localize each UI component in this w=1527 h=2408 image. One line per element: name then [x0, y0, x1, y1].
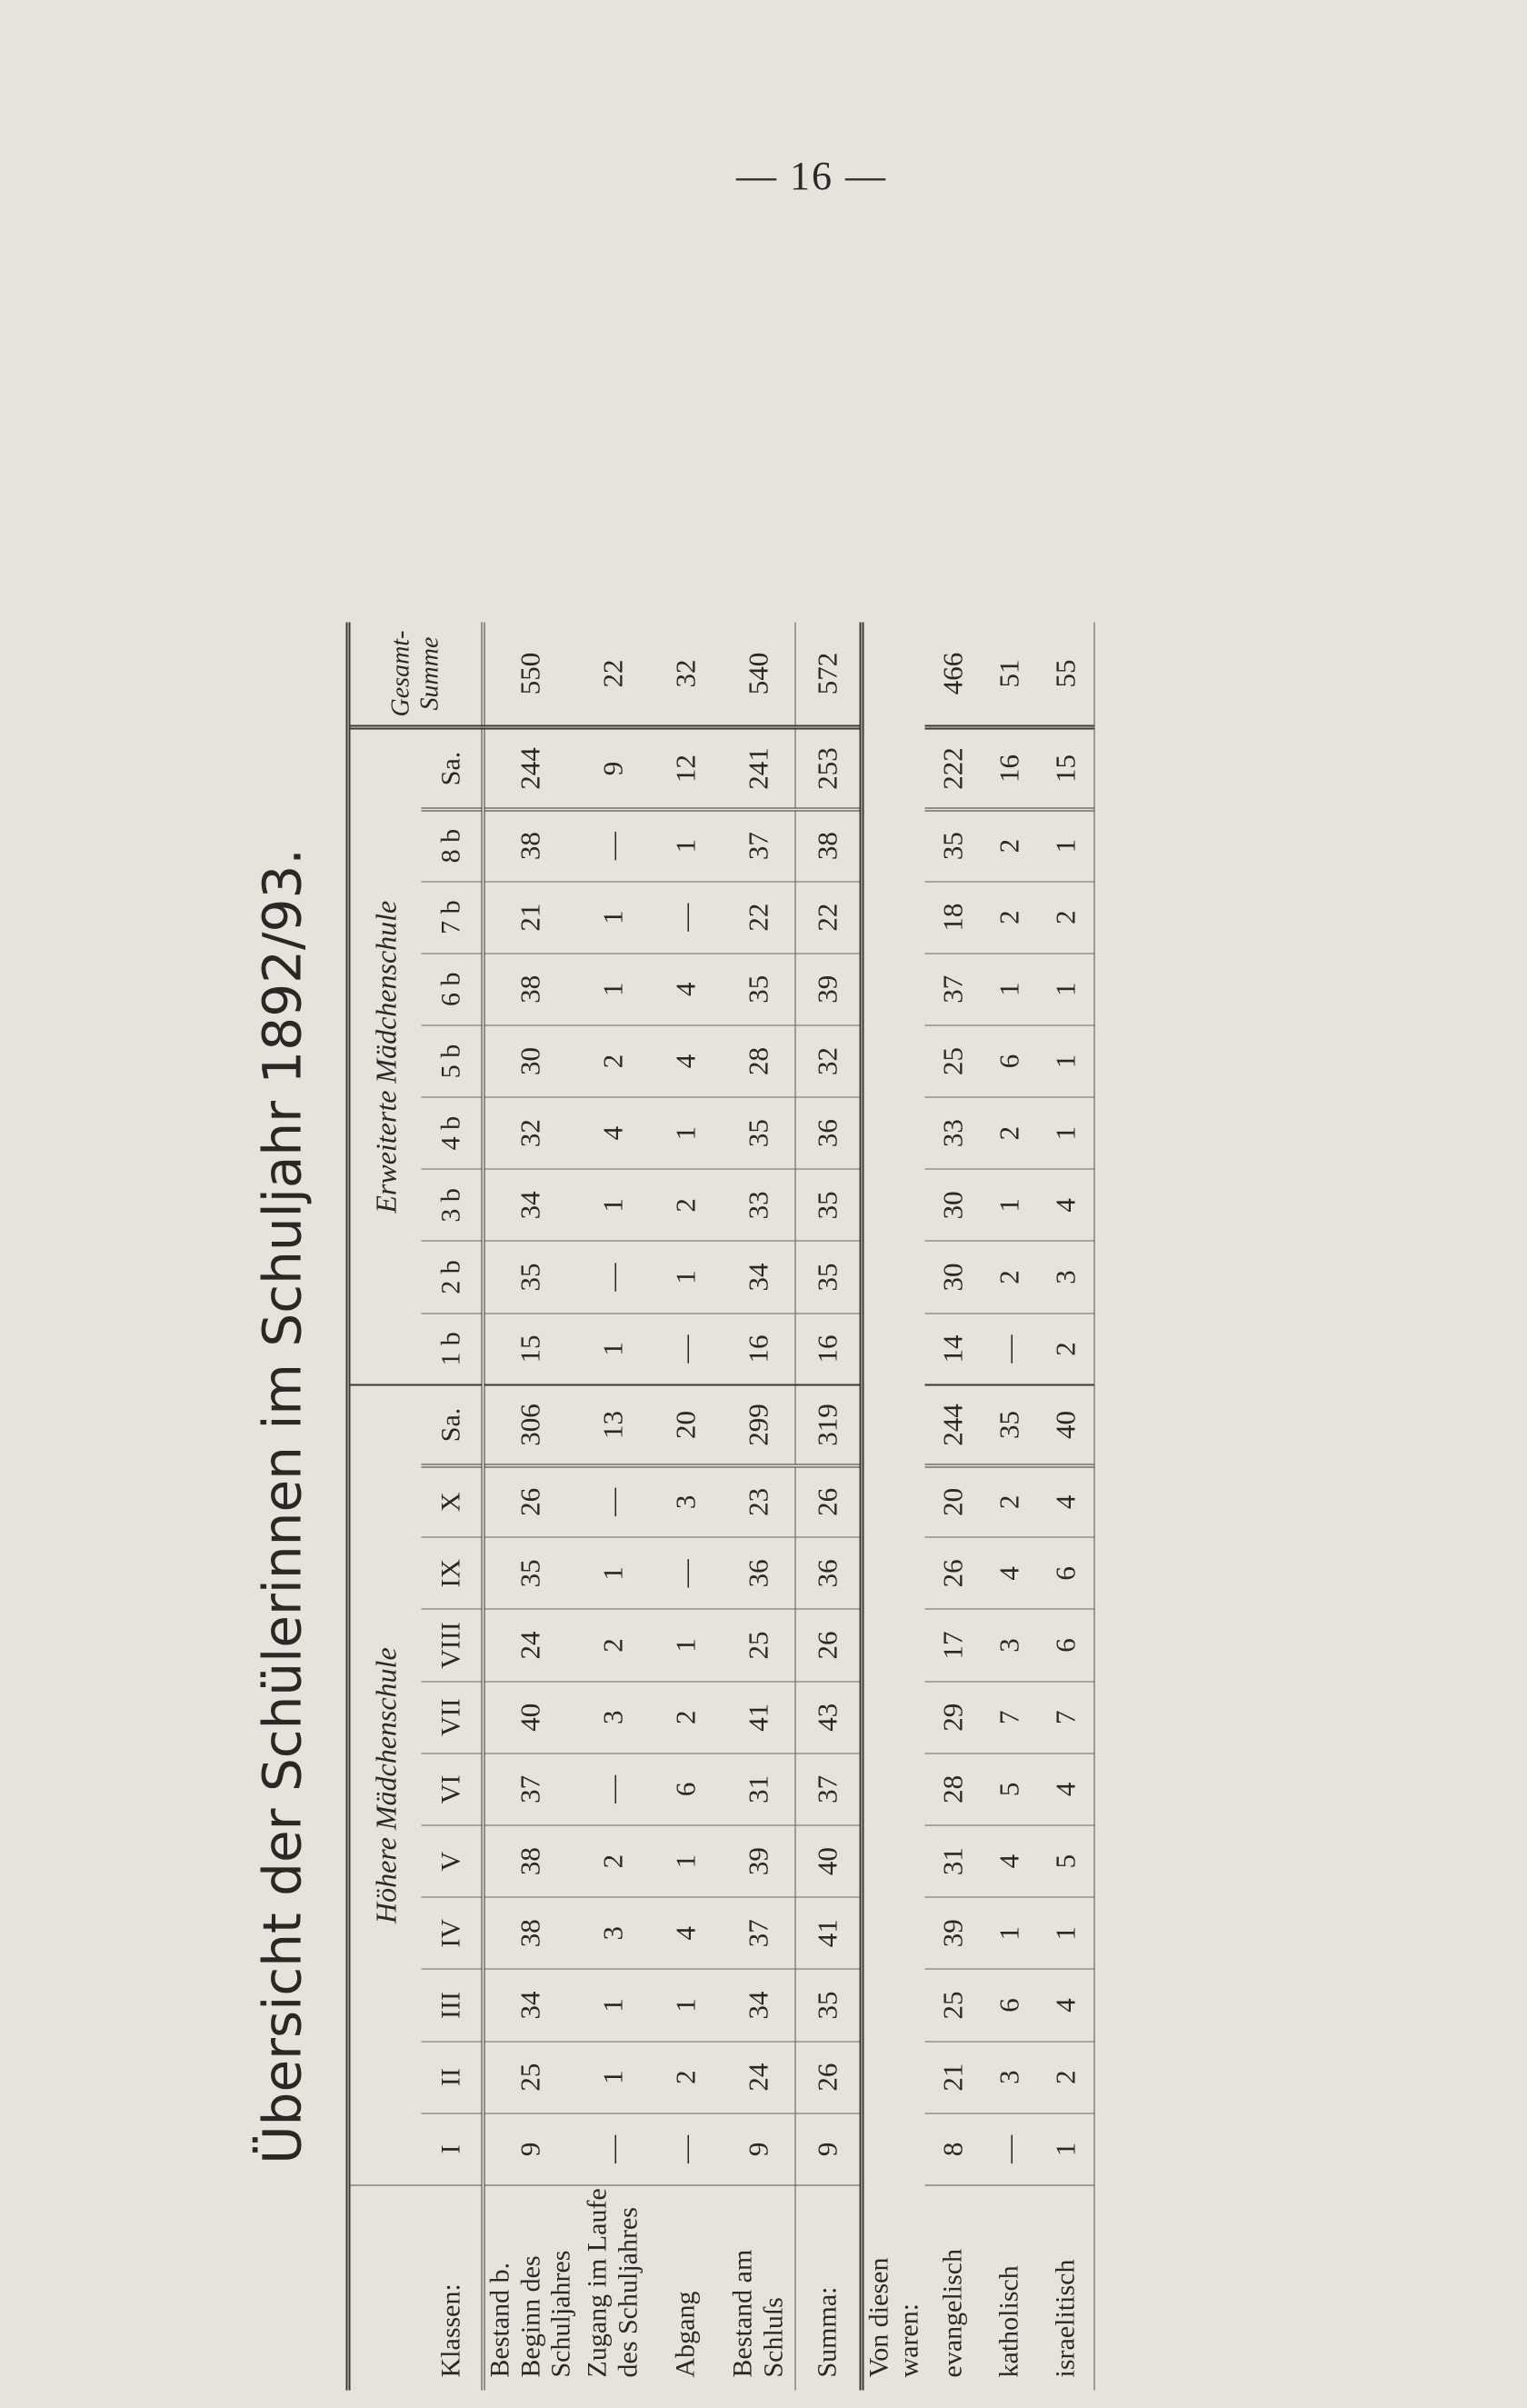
hoehere-cell: 1 [576, 2041, 649, 2113]
total-cell: 540 [722, 622, 795, 727]
hoehere-cell: 4 [1037, 1465, 1093, 1537]
hoehere-cell: 26 [924, 1537, 981, 1609]
page-number: — 16 — [736, 154, 887, 198]
hoehere-cell: 20 [649, 1384, 722, 1464]
hoehere-cell: 29 [924, 1681, 981, 1753]
erweiterte-cell: 1 [1037, 809, 1093, 881]
erweiterte-cell: 2 [981, 1241, 1037, 1313]
erweiterte-cell: 253 [794, 727, 861, 809]
erweiterte-cell: 2 [649, 1169, 722, 1241]
erweiterte-cell: 38 [483, 809, 576, 881]
erweiterte-cell: 16 [981, 727, 1037, 809]
total-cell: 572 [794, 622, 861, 727]
hoehere-cell: 23 [722, 1465, 795, 1537]
hoehere-cell: 244 [924, 1384, 981, 1464]
blank-cell [861, 2041, 924, 2113]
class-header: III [421, 1969, 483, 2041]
erweiterte-cell: 1 [1037, 1024, 1093, 1096]
hoehere-cell: 6 [649, 1753, 722, 1824]
hoehere-cell: 5 [981, 1753, 1037, 1824]
blank-cell [861, 1465, 924, 1537]
hoehere-cell: 37 [483, 1753, 576, 1824]
class-header: 7 b [421, 881, 483, 953]
hoehere-cell: 36 [794, 1537, 861, 1609]
hoehere-cell: 3 [576, 1681, 649, 1753]
hoehere-cell: 26 [483, 1465, 576, 1537]
class-header: X [421, 1465, 483, 1537]
erweiterte-cell: 2 [981, 1097, 1037, 1169]
statistics-table [345, 622, 1094, 2390]
blank-cell [861, 1097, 924, 1169]
row-label: israelitisch [1050, 2259, 1081, 2377]
erweiterte-cell: 1 [576, 1313, 649, 1384]
hoehere-cell: 41 [794, 1897, 861, 1969]
erweiterte-cell: 30 [924, 1169, 981, 1241]
erweiterte-cell: 15 [1037, 727, 1093, 809]
table-row [483, 622, 576, 2390]
hoehere-cell: 26 [794, 2041, 861, 2113]
hoehere-cell: 2 [981, 1465, 1037, 1537]
erweiterte-cell: 22 [722, 881, 795, 953]
hoehere-cell: 41 [722, 1681, 795, 1753]
erweiterte-cell: 35 [483, 1241, 576, 1313]
erweiterte-cell: 4 [649, 953, 722, 1024]
hoehere-cell: 9 [722, 2113, 795, 2184]
erweiterte-cell: 34 [722, 1241, 795, 1313]
hoehere-cell: 1 [576, 1969, 649, 2041]
hoehere-cell: 7 [1037, 1681, 1093, 1753]
row-label: katholisch [993, 2264, 1024, 2377]
confession-row [924, 622, 981, 2390]
erweiterte-cell: — [576, 809, 649, 881]
hoehere-cell: 39 [924, 1897, 981, 1969]
hoehere-cell: 1 [1037, 1897, 1093, 1969]
erweiterte-cell: 36 [794, 1097, 861, 1169]
group-blank [350, 2184, 421, 2390]
table-row [649, 622, 722, 2390]
von-diesen-row [861, 622, 924, 2390]
erweiterte-cell: 1 [649, 809, 722, 881]
class-header: VI [421, 1753, 483, 1824]
klassen-label: Klassen: [421, 2184, 483, 2390]
hoehere-cell: 3 [981, 2041, 1037, 2113]
total-header: Gesamt-Summe [350, 622, 483, 727]
hoehere-cell: 35 [483, 1537, 576, 1609]
rotated-table-block [241, 604, 1286, 2408]
erweiterte-cell: — [576, 1241, 649, 1313]
hoehere-cell: 4 [981, 1537, 1037, 1609]
erweiterte-cell: 1 [649, 1097, 722, 1169]
row-label: Zugang im Laufe des Schuljahres [582, 2187, 643, 2377]
row-label: Bestand am Schluſs [727, 2249, 788, 2377]
erweiterte-cell: 38 [483, 953, 576, 1024]
hoehere-cell: 1 [649, 1609, 722, 1681]
summa-row [794, 622, 861, 2390]
von-diesen-label: Von diesen waren: [863, 2257, 924, 2377]
row-label: Abgang [669, 2291, 700, 2377]
erweiterte-cell: 30 [924, 1241, 981, 1313]
erweiterte-cell: 6 [981, 1024, 1037, 1096]
blank-cell [861, 881, 924, 953]
erweiterte-cell: — [981, 1313, 1037, 1384]
hoehere-cell: 24 [722, 2041, 795, 2113]
hoehere-cell: 6 [1037, 1537, 1093, 1609]
erweiterte-cell: 25 [924, 1024, 981, 1096]
erweiterte-cell: — [649, 881, 722, 953]
blank-cell [861, 1537, 924, 1609]
erweiterte-cell: — [649, 1313, 722, 1384]
blank-cell [861, 1681, 924, 1753]
class-header: 1 b [421, 1313, 483, 1384]
class-header: IX [421, 1537, 483, 1609]
hoehere-cell: 25 [722, 1609, 795, 1681]
hoehere-cell: 38 [483, 1825, 576, 1897]
hoehere-cell: 36 [722, 1537, 795, 1609]
row-label: evangelisch [937, 2248, 968, 2377]
hoehere-cell: 35 [981, 1384, 1037, 1464]
blank-cell [861, 2113, 924, 2184]
hoehere-cell: 2 [1037, 2041, 1093, 2113]
hoehere-cell: 6 [1037, 1609, 1093, 1681]
class-header: Sa. [421, 1384, 483, 1464]
erweiterte-cell: 1 [981, 1169, 1037, 1241]
erweiterte-cell: 2 [981, 881, 1037, 953]
blank-cell [861, 727, 924, 809]
hoehere-cell: 7 [981, 1681, 1037, 1753]
row-label: Summa: [794, 2184, 861, 2390]
class-header: VII [421, 1681, 483, 1753]
class-header: I [421, 2113, 483, 2184]
total-cell: 32 [649, 622, 722, 727]
hoehere-cell: 34 [722, 1969, 795, 2041]
erweiterte-cell: 22 [794, 881, 861, 953]
hoehere-cell: 5 [1037, 1825, 1093, 1897]
hoehere-cell: — [649, 2113, 722, 2184]
class-header: IV [421, 1897, 483, 1969]
hoehere-cell: 6 [981, 1969, 1037, 2041]
hoehere-cell: 26 [794, 1465, 861, 1537]
class-header: VIII [421, 1609, 483, 1681]
class-header: 2 b [421, 1241, 483, 1313]
blank-cell [861, 1969, 924, 2041]
erweiterte-cell: 35 [924, 809, 981, 881]
class-header: 4 b [421, 1097, 483, 1169]
erweiterte-cell: 1 [576, 881, 649, 953]
hoehere-cell: 1 [649, 1969, 722, 2041]
class-header: II [421, 2041, 483, 2113]
erweiterte-cell: 2 [1037, 1313, 1093, 1384]
erweiterte-cell: 37 [722, 809, 795, 881]
erweiterte-cell: 3 [1037, 1241, 1093, 1313]
total-cell: 550 [483, 622, 576, 727]
total-cell: 51 [981, 622, 1037, 727]
erweiterte-cell: 30 [483, 1024, 576, 1096]
erweiterte-cell: 39 [794, 953, 861, 1024]
erweiterte-cell: 33 [722, 1169, 795, 1241]
hoehere-cell: 39 [722, 1825, 795, 1897]
blank-cell [861, 1024, 924, 1096]
erweiterte-cell: 32 [483, 1097, 576, 1169]
hoehere-cell: — [649, 1537, 722, 1609]
erweiterte-cell: 37 [924, 953, 981, 1024]
hoehere-cell: 9 [794, 2113, 861, 2184]
hoehere-cell: 24 [483, 1609, 576, 1681]
hoehere-cell: 1 [576, 1537, 649, 1609]
hoehere-cell: 40 [483, 1681, 576, 1753]
erweiterte-cell: 2 [981, 809, 1037, 881]
hoehere-cell: 3 [981, 1609, 1037, 1681]
hoehere-cell: 9 [483, 2113, 576, 2184]
erweiterte-cell: 12 [649, 727, 722, 809]
erweiterte-cell: 4 [1037, 1169, 1093, 1241]
erweiterte-cell: 1 [576, 953, 649, 1024]
group-hoehere: Höhere Mädchenschule [350, 1384, 421, 2184]
class-header: Sa. [421, 727, 483, 809]
hoehere-cell: 319 [794, 1384, 861, 1464]
blank-cell [861, 1825, 924, 1897]
erweiterte-cell: 33 [924, 1097, 981, 1169]
hoehere-cell: 13 [576, 1384, 649, 1464]
blank-cell [861, 1241, 924, 1313]
erweiterte-cell: 16 [794, 1313, 861, 1384]
hoehere-cell: — [981, 2113, 1037, 2184]
hoehere-cell: — [576, 1465, 649, 1537]
erweiterte-cell: 1 [576, 1169, 649, 1241]
class-header: 3 b [421, 1169, 483, 1241]
erweiterte-cell: 2 [1037, 881, 1093, 953]
hoehere-cell: 2 [649, 1681, 722, 1753]
erweiterte-cell: 34 [483, 1169, 576, 1241]
hoehere-cell: 25 [483, 2041, 576, 2113]
hoehere-cell: 31 [924, 1825, 981, 1897]
hoehere-cell: 20 [924, 1465, 981, 1537]
hoehere-cell: 21 [924, 2041, 981, 2113]
erweiterte-cell: 35 [722, 1097, 795, 1169]
blank-cell [861, 1384, 924, 1464]
erweiterte-cell: 222 [924, 727, 981, 809]
hoehere-cell: 34 [483, 1969, 576, 2041]
hoehere-cell: 299 [722, 1384, 795, 1464]
column-header-row [421, 622, 483, 2390]
hoehere-cell: 28 [924, 1753, 981, 1824]
erweiterte-cell: 1 [1037, 1097, 1093, 1169]
erweiterte-cell: 244 [483, 727, 576, 809]
blank-cell [861, 1609, 924, 1681]
erweiterte-cell: 32 [794, 1024, 861, 1096]
erweiterte-cell: 4 [576, 1097, 649, 1169]
hoehere-cell: — [576, 2113, 649, 2184]
hoehere-cell: 2 [576, 1609, 649, 1681]
erweiterte-cell: 1 [649, 1241, 722, 1313]
class-header: 5 b [421, 1024, 483, 1096]
erweiterte-cell: 35 [794, 1169, 861, 1241]
row-label: Bestand b. Beginn des Schuljahres [484, 2250, 576, 2377]
hoehere-cell: 1 [649, 1825, 722, 1897]
hoehere-cell: 26 [794, 1609, 861, 1681]
hoehere-cell: 37 [722, 1897, 795, 1969]
hoehere-cell: 43 [794, 1681, 861, 1753]
hoehere-cell: 8 [924, 2113, 981, 2184]
group-erweiterte: Erweiterte Mädchenschule [350, 727, 421, 1385]
confession-row [1037, 622, 1093, 2390]
hoehere-cell: 37 [794, 1753, 861, 1824]
hoehere-cell: 40 [1037, 1384, 1093, 1464]
erweiterte-cell: 35 [794, 1241, 861, 1313]
erweiterte-cell: 15 [483, 1313, 576, 1384]
erweiterte-cell: 9 [576, 727, 649, 809]
table-row [576, 622, 649, 2390]
hoehere-cell: 2 [649, 2041, 722, 2113]
table-row [722, 622, 795, 2390]
total-cell: 22 [576, 622, 649, 727]
page-title: Übersicht der Schülerinnen im Schuljahr 1892/93. [251, 847, 313, 2164]
erweiterte-cell: 18 [924, 881, 981, 953]
erweiterte-cell: 14 [924, 1313, 981, 1384]
total-cell: 55 [1037, 622, 1093, 727]
hoehere-cell: 1 [1037, 2113, 1093, 2184]
erweiterte-cell: 28 [722, 1024, 795, 1096]
blank-cell [861, 622, 924, 727]
hoehere-cell: 25 [924, 1969, 981, 2041]
hoehere-cell: 4 [1037, 1753, 1093, 1824]
hoehere-cell: 3 [576, 1897, 649, 1969]
hoehere-cell: 38 [483, 1897, 576, 1969]
blank-cell [861, 1313, 924, 1384]
total-cell: 466 [924, 622, 981, 727]
blank-cell [861, 953, 924, 1024]
class-header: 6 b [421, 953, 483, 1024]
hoehere-cell: — [576, 1753, 649, 1824]
erweiterte-cell: 2 [576, 1024, 649, 1096]
hoehere-cell: 35 [794, 1969, 861, 2041]
class-header: 8 b [421, 809, 483, 881]
erweiterte-cell: 35 [722, 953, 795, 1024]
hoehere-cell: 1 [981, 1897, 1037, 1969]
erweiterte-cell: 16 [722, 1313, 795, 1384]
confession-row [981, 622, 1037, 2390]
erweiterte-cell: 241 [722, 727, 795, 809]
blank-cell [861, 1897, 924, 1969]
blank-cell [861, 1169, 924, 1241]
hoehere-cell: 17 [924, 1609, 981, 1681]
erweiterte-cell: 38 [794, 809, 861, 881]
class-header: V [421, 1825, 483, 1897]
erweiterte-cell: 4 [649, 1024, 722, 1096]
hoehere-cell: 4 [981, 1825, 1037, 1897]
hoehere-cell: 40 [794, 1825, 861, 1897]
hoehere-cell: 3 [649, 1465, 722, 1537]
group-header-row [350, 622, 421, 2390]
erweiterte-cell: 1 [981, 953, 1037, 1024]
hoehere-cell: 4 [649, 1897, 722, 1969]
hoehere-cell: 306 [483, 1384, 576, 1464]
hoehere-cell: 31 [722, 1753, 795, 1824]
hoehere-cell: 4 [1037, 1969, 1093, 2041]
blank-cell [861, 809, 924, 881]
hoehere-cell: 2 [576, 1825, 649, 1897]
erweiterte-cell: 21 [483, 881, 576, 953]
blank-cell [861, 1753, 924, 1824]
erweiterte-cell: 1 [1037, 953, 1093, 1024]
